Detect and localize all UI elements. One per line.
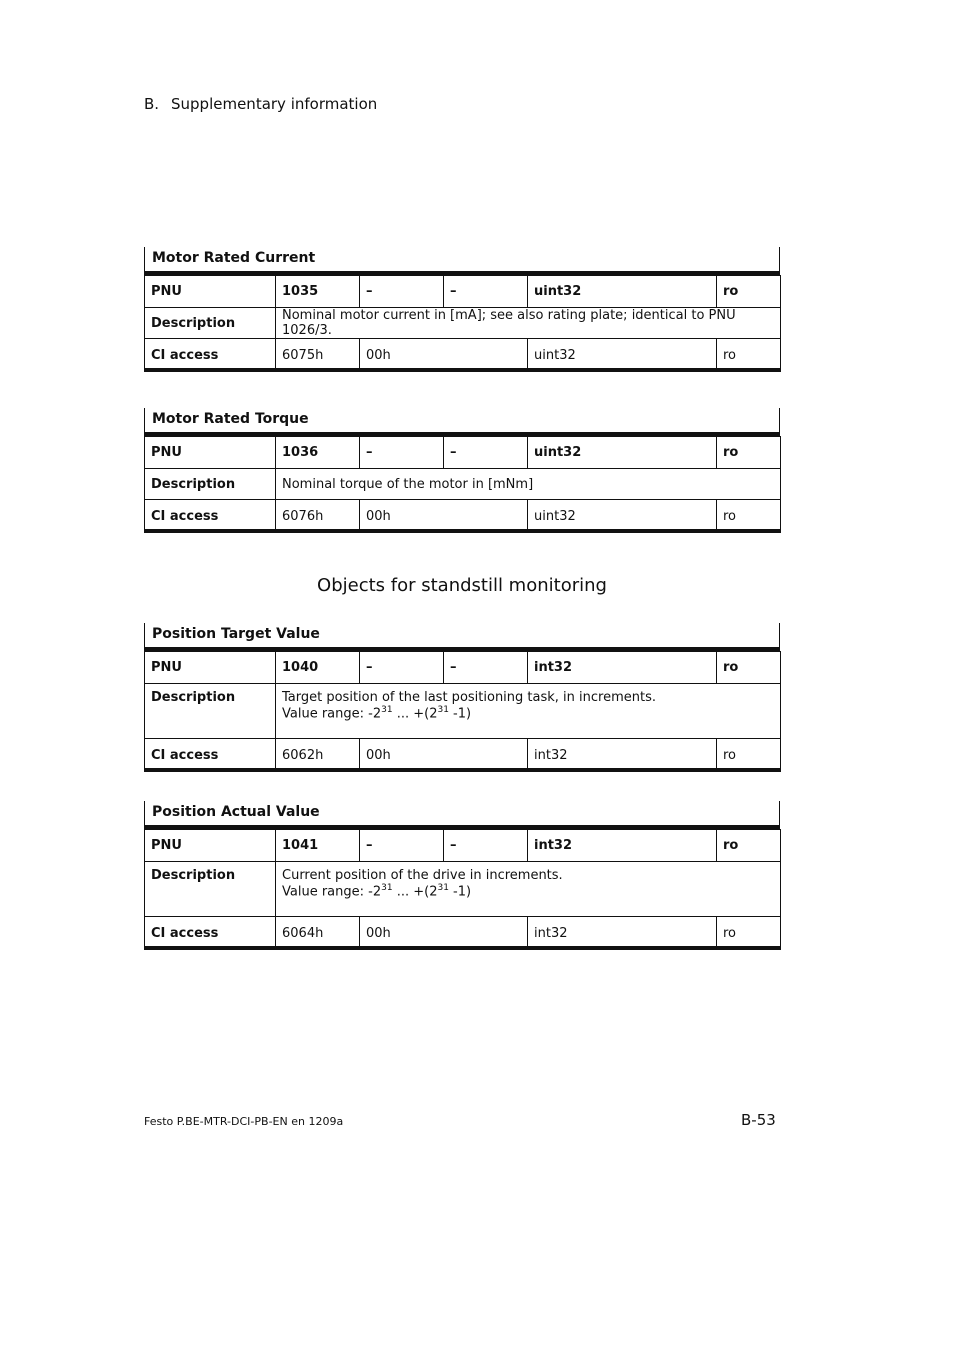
object-parameter-table <box>144 275 781 372</box>
ci-type: int32 <box>528 739 717 771</box>
subindex-to: – <box>444 276 528 308</box>
ci-index: 6064h <box>276 917 360 949</box>
subindex-to: – <box>444 437 528 469</box>
description-text <box>276 684 781 739</box>
description-text <box>276 469 781 500</box>
value-range-exponent: 31 <box>437 705 449 715</box>
description-line: Target position of the last positioning task, in increments. <box>282 690 656 705</box>
value-range-exponent: 31 <box>437 883 449 893</box>
object-title: Motor Rated Torque <box>144 408 780 436</box>
access-mode: ro <box>717 276 781 308</box>
value-range <box>282 705 774 721</box>
ci-access-row <box>145 500 781 532</box>
value-range-part: -1) <box>448 706 472 722</box>
pnu-row <box>145 830 781 862</box>
access-mode: ro <box>717 437 781 469</box>
value-range-part: -1) <box>448 884 472 900</box>
pnu-label: PNU <box>145 830 276 862</box>
description-label: Description <box>145 469 276 500</box>
ci-access-row <box>145 917 781 949</box>
description-text <box>276 862 781 917</box>
ci-subindex: 00h <box>360 339 528 371</box>
pnu-label: PNU <box>145 652 276 684</box>
pnu-label: PNU <box>145 437 276 469</box>
ci-type: int32 <box>528 917 717 949</box>
value-range-exponent: 31 <box>381 883 393 893</box>
pnu-row <box>145 652 781 684</box>
description-label: Description <box>145 308 276 339</box>
value-range-part: ... +(2 <box>392 706 438 722</box>
ci-index: 6076h <box>276 500 360 532</box>
data-type: int32 <box>528 652 717 684</box>
subindex-from: – <box>360 830 444 862</box>
ci-subindex: 00h <box>360 500 528 532</box>
description-label: Description <box>145 684 276 739</box>
object-table-position-actual-value <box>144 801 780 950</box>
object-parameter-table <box>144 829 781 950</box>
ci-access-label: CI access <box>145 739 276 771</box>
object-parameter-table <box>144 651 781 772</box>
description-line: Current position of the drive in increments. <box>282 868 563 883</box>
ci-access-mode: ro <box>717 917 781 949</box>
subindex-to: – <box>444 652 528 684</box>
ci-type: uint32 <box>528 500 717 532</box>
ci-access-mode: ro <box>717 339 781 371</box>
ci-subindex: 00h <box>360 917 528 949</box>
subindex-from: – <box>360 276 444 308</box>
page-number: B-53 <box>741 1111 776 1129</box>
description-label: Description <box>145 862 276 917</box>
value-range-part: Value range: -2 <box>282 884 382 900</box>
value-range <box>282 883 774 899</box>
chapter-title: Supplementary information <box>171 95 378 113</box>
object-title: Motor Rated Current <box>144 247 780 275</box>
data-type: int32 <box>528 830 717 862</box>
description-text <box>276 308 781 339</box>
pnu-value: 1036 <box>276 437 360 469</box>
object-table-motor-rated-current <box>144 247 780 372</box>
object-title: Position Target Value <box>144 623 780 651</box>
subindex-from: – <box>360 437 444 469</box>
ci-access-mode: ro <box>717 500 781 532</box>
subindex-from: – <box>360 652 444 684</box>
pnu-row <box>145 437 781 469</box>
ci-access-mode: ro <box>717 739 781 771</box>
description-row <box>145 862 781 917</box>
ci-index: 6062h <box>276 739 360 771</box>
pnu-value: 1041 <box>276 830 360 862</box>
object-table-motor-rated-torque <box>144 408 780 533</box>
pnu-row <box>145 276 781 308</box>
document-id: Festo P.BE-MTR-DCI-PB-EN en 1209a <box>144 1115 344 1128</box>
ci-access-row <box>145 339 781 371</box>
object-title: Position Actual Value <box>144 801 780 829</box>
pnu-value: 1035 <box>276 276 360 308</box>
subindex-to: – <box>444 830 528 862</box>
ci-access-row <box>145 739 781 771</box>
chapter-number: B. <box>144 95 160 113</box>
description-row <box>145 469 781 500</box>
access-mode: ro <box>717 830 781 862</box>
description-line: Nominal motor current in [mA]; see also rating plate; identical to PNU 1026/3. <box>282 308 736 338</box>
ci-type: uint32 <box>528 339 717 371</box>
running-header <box>144 95 377 113</box>
pnu-value: 1040 <box>276 652 360 684</box>
description-line: Nominal torque of the motor in [mNm] <box>282 476 534 492</box>
ci-index: 6075h <box>276 339 360 371</box>
description-row <box>145 308 781 339</box>
data-type: uint32 <box>528 437 717 469</box>
value-range-exponent: 31 <box>381 705 393 715</box>
value-range-part: ... +(2 <box>392 884 438 900</box>
object-table-position-target-value <box>144 623 780 772</box>
access-mode: ro <box>717 652 781 684</box>
ci-access-label: CI access <box>145 917 276 949</box>
pnu-label: PNU <box>145 276 276 308</box>
value-range-part: Value range: -2 <box>282 706 382 722</box>
ci-subindex: 00h <box>360 739 528 771</box>
section-heading: Objects for standstill monitoring <box>317 575 607 596</box>
data-type: uint32 <box>528 276 717 308</box>
description-row <box>145 684 781 739</box>
object-parameter-table <box>144 436 781 533</box>
ci-access-label: CI access <box>145 500 276 532</box>
ci-access-label: CI access <box>145 339 276 371</box>
